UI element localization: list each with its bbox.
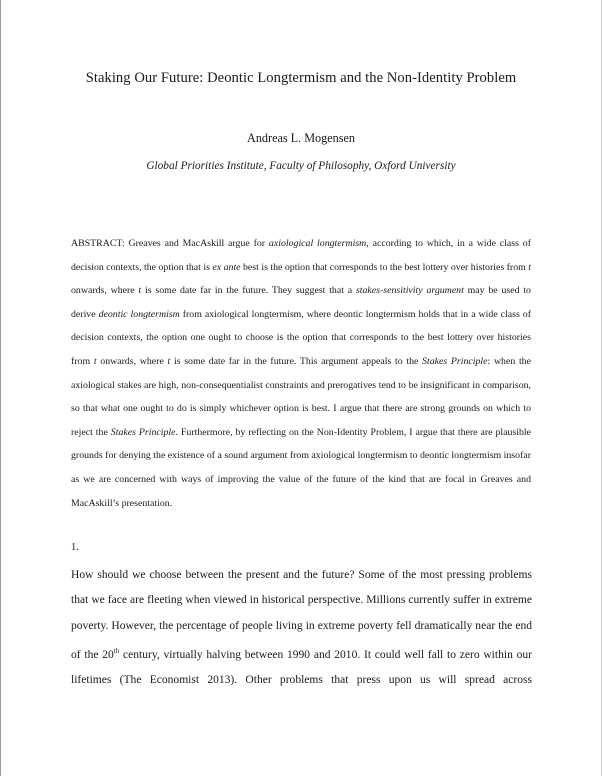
paper-title: Staking Our Future: Deontic Longtermism and the Non-Identity Problem [85,70,517,86]
author-affiliation: Global Priorities Institute, Faculty of Philosophy, Oxford University [146,160,456,172]
author-name: Andreas L. Mogensen [247,131,355,145]
page-edge-left [0,0,1,776]
abstract-paragraph: ABSTRACT: Greaves and MacAskill argue for axiological longtermism, according to which, in a wide class of decision contexts, the option that is ex ante best is the option that corresponds to the best lottery over histories from t onwards, where t is some date far in the future. They suggest that a stakes-sensitivity argument may be used to derive deontic longtermism from axiological longtermism, where deontic longtermism holds that in a wide class of decision contexts, the option one ought to choose is the option that corresponds to the best lottery over histories from t onwards, where t is some date far in the future. This argument appeals to the Stakes Principle: when the axiological stakes are high, non-consequentialist constraints and prerogatives tend to be insignificant in comparison, so that what one ought to do is simply whichever option is best. I argue that there are strong grounds on which to reject the Stakes Principle. Furthermore, by reflecting on the Non-Identity Problem, I argue that there are plausible grounds for denying the existence of a sound argument from axiological longtermism to deontic longtermism insofar as we are concerned with ways of improving the value of the future of the kind that are focal in Greaves and MacAskill’s presentation. [71,238,531,509]
body-paragraph: How should we choose between the present and the future? Some of the most pressing problems that we face are fleeting when viewed in historical perspective. Millions currently suffer in extreme poverty. However, the percentage of people living in extreme poverty fell dramatically near the end of the 20th century, virtually halving between 1990 and 2010. It could well fall to zero within our lifetimes (The Economist 2013). Other problems that press upon us will spread across [71,569,532,687]
superscript-ordinal: th [113,646,120,655]
section-number: 1. [71,542,79,553]
